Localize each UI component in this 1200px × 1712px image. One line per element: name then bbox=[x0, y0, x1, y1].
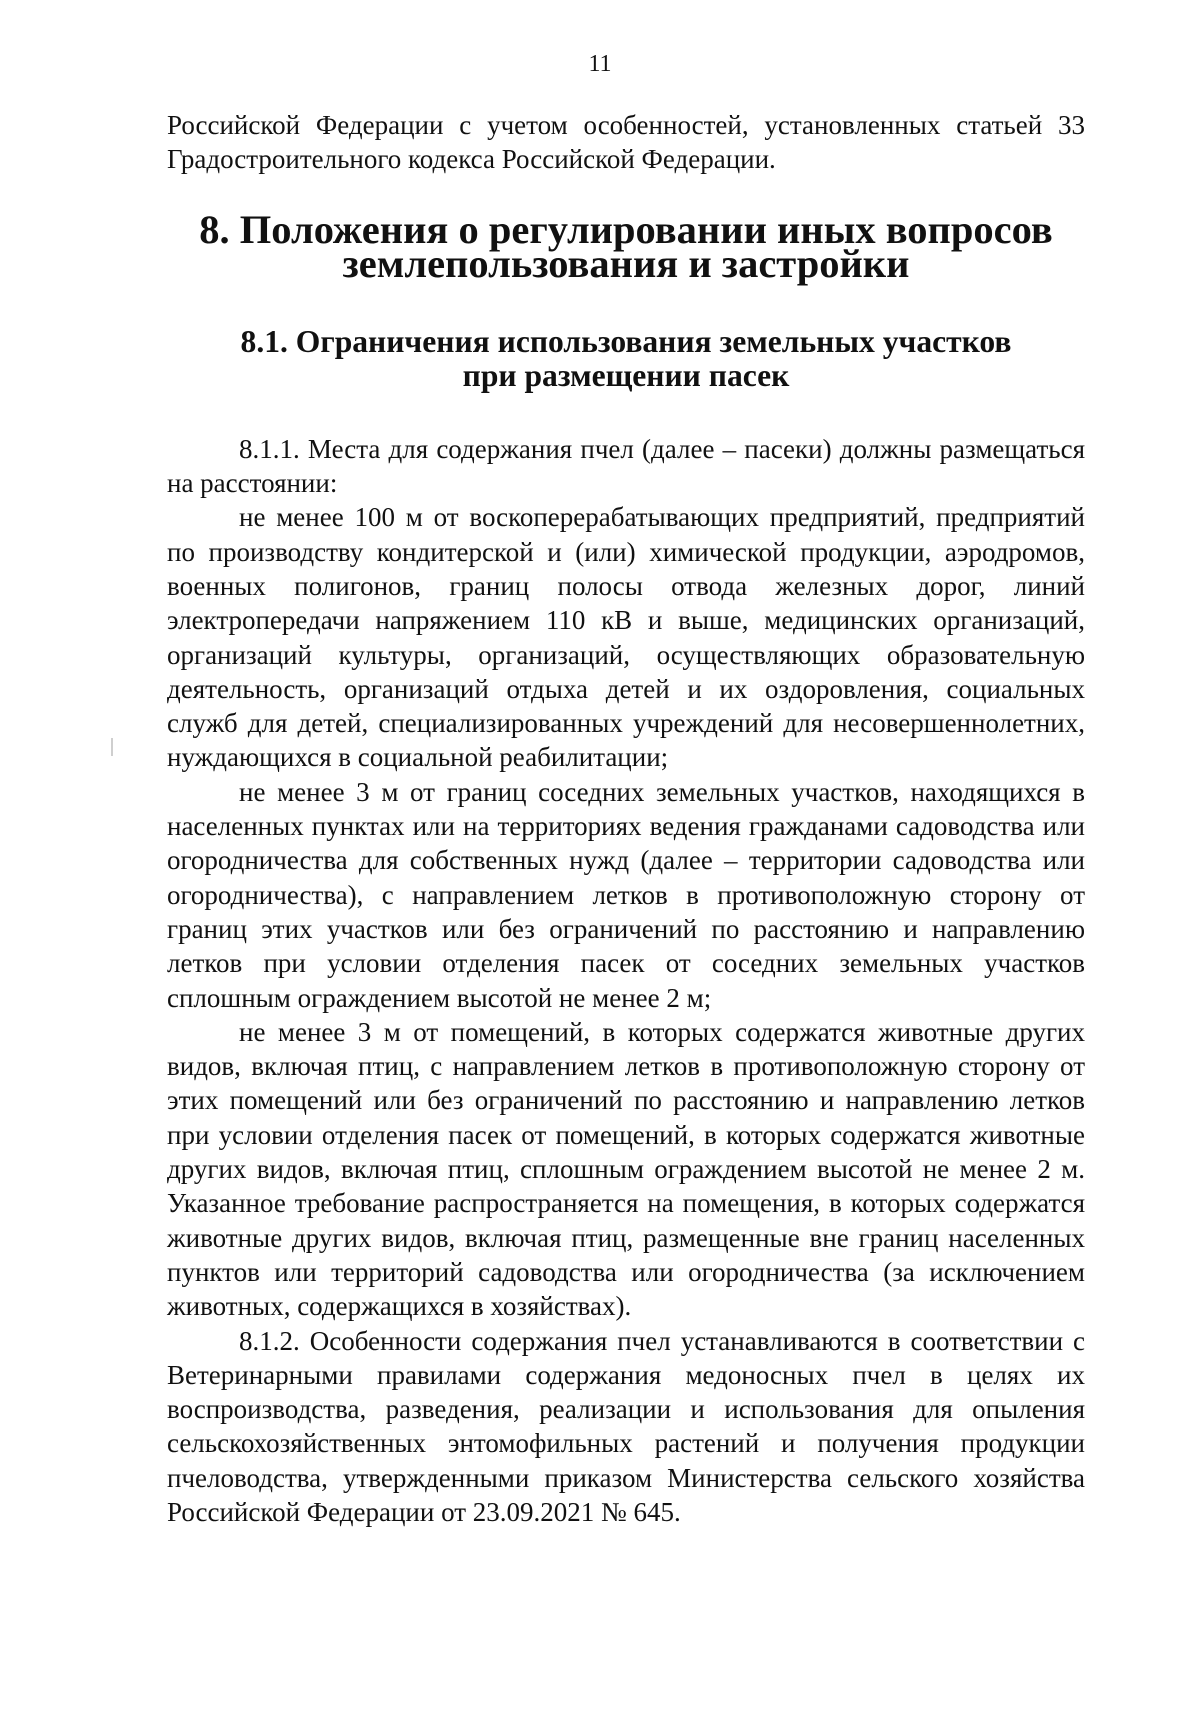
page-number: 11 bbox=[588, 51, 612, 77]
section-8-heading-line-1: 8. Положения о регулировании иных вопросов bbox=[199, 206, 1053, 252]
section-8-1-heading bbox=[167, 325, 1085, 394]
intro-paragraph: Российской Федерации с учетом особенностей, установленных статьей 33 Градостроительного кодекса Российской Федерации. bbox=[167, 110, 1085, 175]
section-8-1-heading-line-1: 8.1. Ограничения использования земельных участков bbox=[240, 324, 1012, 360]
section-8-1-heading-line-2: при размещении пасек bbox=[462, 358, 790, 394]
scan-mark bbox=[111, 738, 113, 756]
distance-neighbor-plots-paragraph: не менее 3 м от границ соседних земельных участков, находящихся в населенных пунктах или на территориях ведения гражданами садоводства или огородничества для собственных нужд (далее – территории садоводства или огородничества), с направлением летков в противоположную сторону от границ этих участков или без ограничений по расстоянию и направлению летков при условии отделения пасек от соседних земельных участков сплошным ограждением высотой не менее 2 м; bbox=[167, 776, 1085, 1013]
paragraph-8-1-1: 8.1.1. Места для содержания пчел (далее – пасеки) должны размещаться на расстоянии: bbox=[167, 433, 1085, 499]
document-body bbox=[167, 108, 1085, 1529]
section-8-heading bbox=[167, 206, 1085, 286]
distance-animal-premises-paragraph: не менее 3 м от помещений, в которых содержатся животные других видов, включая птиц, с направлением летков в противоположную сторону от этих помещений или без ограничений по расстоянию и направлению летков при условии отделения пасек от помещений, в которых содержатся животные других видов, включая птиц, сплошным ограждением высотой не менее 2 м. Указанное требование распространяется на помещения, в которых содержатся животные других видов, включая птиц, размещенные вне границ населенных пунктов или территорий садоводства или огородничества (за исключением животных, содержащихся в хозяйствах). bbox=[167, 1016, 1085, 1322]
section-8-heading-line-2: землепользования и застройки bbox=[342, 240, 910, 286]
distance-100m-paragraph: не менее 100 м от воскоперерабатывающих предприятий, предприятий по производству кондитерской и (или) химической продукции, аэродромов, военных полигонов, границ полосы отвода железных дорог, линий электропередачи напряжением 110 кВ и выше, медицинских организаций, организаций культуры, организаций, осуществляющих образовательную деятельность, организаций отдыха детей и их оздоровления, социальных служб для детей, специализированных учреждений для несовершеннолетних, нуждающихся в социальной реабилитации; bbox=[167, 502, 1085, 773]
paragraph-8-1-2: 8.1.2. Особенности содержания пчел устанавливаются в соответствии с Ветеринарными правилами содержания медоносных пчел в целях их воспроизводства, разведения, реализации и использования для опыления сельскохозяйственных энтомофильных растений и получения продукции пчеловодства, утвержденными приказом Министерства сельского хозяйства Российской Федерации от 23.09.2021 № 645. bbox=[167, 1325, 1085, 1527]
